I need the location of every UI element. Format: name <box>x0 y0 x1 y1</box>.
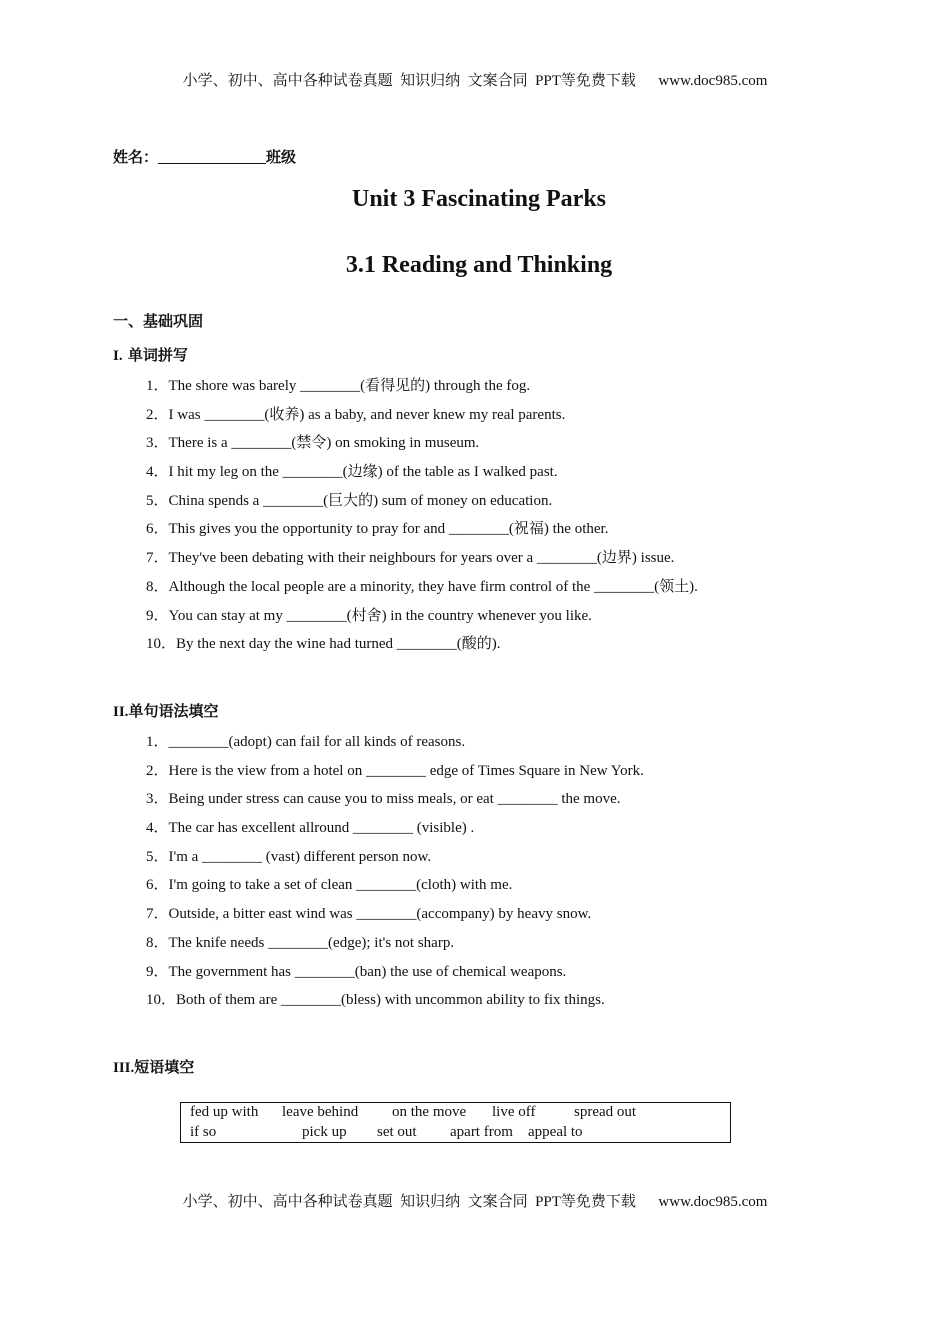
question-text: The shore was barely ________(看得见的) through the fog. <box>168 378 531 394</box>
question-item <box>146 372 698 401</box>
part2-heading <box>113 700 218 721</box>
question-number: 7． <box>146 550 169 567</box>
question-number: 8． <box>146 934 169 951</box>
question-item <box>146 487 698 516</box>
question-item <box>146 458 698 487</box>
question-item <box>146 602 698 631</box>
part1-title: 单词拼写 <box>127 346 188 364</box>
phrase-item: spread out <box>574 1104 637 1120</box>
question-item <box>146 929 644 958</box>
question-number: 9． <box>146 963 169 980</box>
question-number: 7． <box>146 906 169 923</box>
question-text: By the next day the wine had turned ________(酸的). <box>176 636 501 653</box>
question-item <box>146 814 644 843</box>
question-number: 2． <box>146 762 169 779</box>
question-number: 5． <box>146 492 169 509</box>
question-item <box>146 843 644 872</box>
question-item <box>146 958 644 987</box>
phrase-item: leave behind <box>282 1104 359 1120</box>
question-item <box>146 429 698 458</box>
question-number: 8． <box>146 578 169 595</box>
question-item <box>146 728 644 757</box>
question-text: Outside, a bitter east wind was ________(accompany) by heavy snow. <box>168 906 592 923</box>
question-number: 1． <box>146 378 169 394</box>
question-number: 10． <box>146 636 177 653</box>
question-number: 1． <box>146 734 169 750</box>
part1-roman: I. <box>113 348 123 364</box>
phrase-item: pick up <box>302 1124 347 1140</box>
question-text: The car has excellent allround ________ (visible) . <box>168 820 475 837</box>
phrase-item: live off <box>492 1104 536 1120</box>
question-item <box>146 900 644 929</box>
question-text: Here is the view from a hotel on ________ edge of Times Square in New York. <box>168 762 644 779</box>
part3-heading <box>113 1056 194 1077</box>
question-item <box>146 986 644 1015</box>
question-text: Both of them are ________(bless) with uncommon ability to fix things. <box>176 992 605 1009</box>
question-number: 4． <box>146 820 169 837</box>
part2-title: 单句语法填空 <box>128 702 219 720</box>
class-label: 班级 <box>266 148 297 166</box>
question-item <box>146 515 698 544</box>
spelling-list <box>146 372 698 659</box>
question-number: 3． <box>146 435 169 452</box>
question-item <box>146 630 698 659</box>
phrase-item: if so <box>190 1124 217 1140</box>
lesson-subtitle: 3.1 Reading and Thinking <box>345 252 613 278</box>
question-text: ________(adopt) can fail for all kinds of reasons. <box>168 734 466 750</box>
question-number: 4． <box>146 464 169 481</box>
phrase-item: appeal to <box>528 1124 583 1140</box>
part1-heading <box>113 344 188 365</box>
question-text: The government has ________(ban) the use of chemical weapons. <box>168 963 567 980</box>
question-item <box>146 544 698 573</box>
question-number: 6． <box>146 521 169 538</box>
question-item <box>146 785 644 814</box>
part2-roman: II. <box>113 704 129 720</box>
name-class-line <box>113 146 296 167</box>
question-number: 6． <box>146 877 169 894</box>
question-text: China spends a ________(巨大的) sum of money on education. <box>168 492 553 509</box>
question-number: 5． <box>146 848 169 865</box>
question-text: I'm going to take a set of clean ________(cloth) with me. <box>168 877 513 894</box>
phrase-box <box>180 1102 731 1143</box>
question-text: The knife needs ________(edge); it's not sharp. <box>168 934 455 951</box>
question-text: I was ________(收养) as a baby, and never knew my real parents. <box>168 406 566 423</box>
question-number: 3． <box>146 791 169 808</box>
grammar-list <box>146 728 644 1015</box>
question-text: Being under stress can cause you to miss meals, or eat ________ the move. <box>168 791 621 808</box>
phrase-item: fed up with <box>190 1104 259 1120</box>
name-blank[interactable] <box>158 149 266 164</box>
page-header: 小学、初中、高中各种试卷真题 知识归纳 文案合同 PPT等免费下载 www.doc985.com <box>182 73 768 89</box>
unit-title: Unit 3 Fascinating Parks <box>351 186 606 212</box>
part3-title: 短语填空 <box>134 1058 195 1076</box>
question-number: 2． <box>146 406 169 423</box>
question-item <box>146 871 644 900</box>
question-item <box>146 757 644 786</box>
page-footer: 小学、初中、高中各种试卷真题 知识归纳 文案合同 PPT等免费下载 www.doc985.com <box>182 1194 768 1210</box>
question-text: Although the local people are a minority, they have firm control of the ________(领土). <box>168 578 698 595</box>
question-text: You can stay at my ________(村舍) in the country whenever you like. <box>168 607 592 624</box>
question-item <box>146 401 698 430</box>
phrase-item: apart from <box>450 1124 513 1140</box>
question-text: This gives you the opportunity to pray for and ________(祝福) the other. <box>168 521 609 538</box>
question-text: They've been debating with their neighbours for years over a ________(边界) issue. <box>168 550 675 567</box>
part3-roman: III. <box>113 1060 135 1076</box>
question-text: There is a ________(禁令) on smoking in museum. <box>168 435 480 452</box>
phrase-item: set out <box>377 1124 417 1140</box>
name-label: 姓名： <box>113 148 159 166</box>
phrase-item: on the move <box>392 1104 467 1120</box>
question-number: 9． <box>146 607 169 624</box>
question-text: I'm a ________ (vast) different person now. <box>168 848 432 865</box>
question-number: 10． <box>146 992 177 1009</box>
section-basic: 一、基础巩固 <box>113 312 204 330</box>
question-text: I hit my leg on the ________(边缘) of the table as I walked past. <box>168 464 558 481</box>
question-item <box>146 573 698 602</box>
